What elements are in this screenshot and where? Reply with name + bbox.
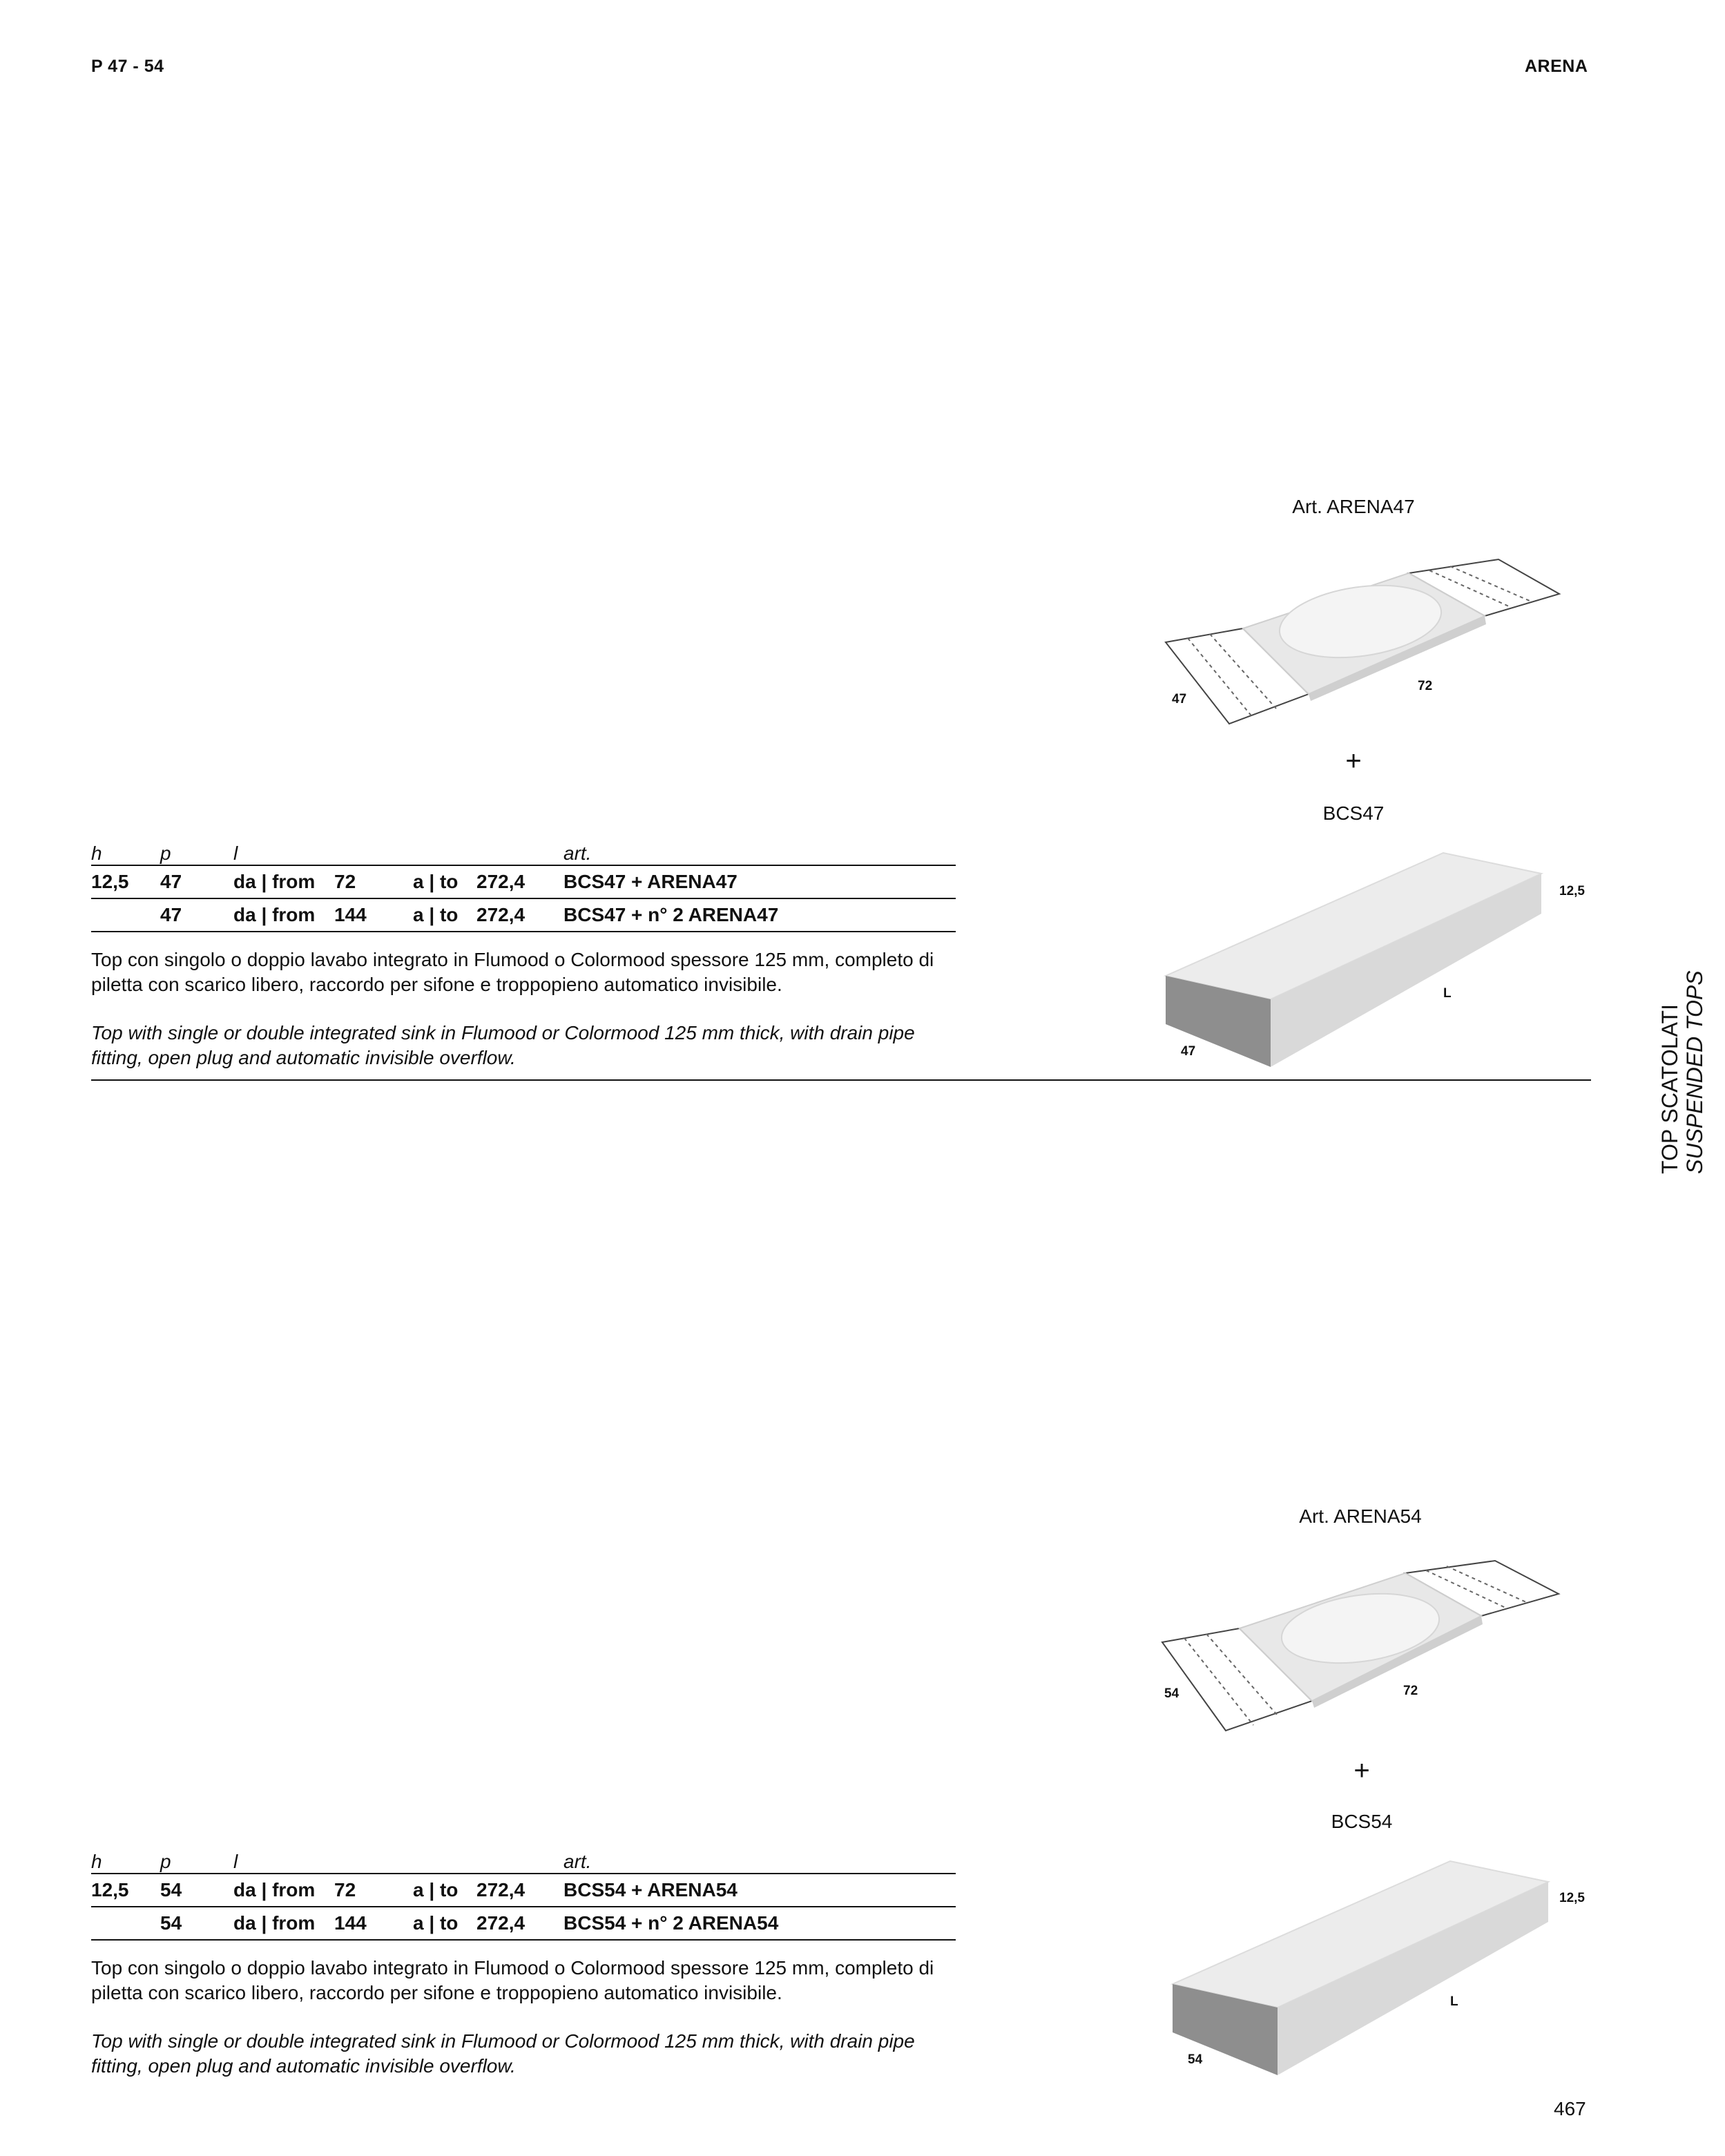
cell-h: 12,5 xyxy=(91,1874,160,1907)
side-tab-en: SUSPENDED TOPS xyxy=(1682,970,1707,1174)
base-length-dim: L xyxy=(1450,1994,1458,2009)
description xyxy=(91,947,968,1070)
sink-top-drawing xyxy=(1160,552,1568,732)
description-it: Top con singolo o doppio lavabo integrato in Flumood o Colormood spessore 125 mm, completo di piletta con scarico libero, raccordo per sifone e troppopieno automatico invisibile. xyxy=(91,1957,934,2003)
col-art: art. xyxy=(563,837,956,865)
base-label: BCS47 xyxy=(1322,802,1385,824)
sink-depth-dim: 47 xyxy=(1172,692,1187,706)
cell-art: BCS54 + n° 2 ARENA54 xyxy=(563,1907,956,1940)
table-row xyxy=(91,898,956,932)
base-depth-dim: 47 xyxy=(1181,1044,1196,1059)
plus-sign: + xyxy=(1353,1755,1370,1786)
description-en: Top with single or double integrated sink in Flumood or Colormood 125 mm thick, with drain pipe fitting, open plug and automatic invisible overflow. xyxy=(91,2030,915,2077)
description xyxy=(91,1956,968,2079)
description-en: Top with single or double integrated sink in Flumood or Colormood 125 mm thick, with drain pipe fitting, open plug and automatic invisible overflow. xyxy=(91,1022,915,1068)
section-divider xyxy=(91,1079,1591,1081)
spec-table xyxy=(91,837,956,932)
sink-top-drawing xyxy=(1157,1559,1564,1739)
cell-to: 272,4 xyxy=(476,865,563,898)
collection-title: ARENA xyxy=(1525,57,1588,76)
article-label: Art. ARENA54 xyxy=(1299,1505,1422,1527)
cell-art: BCS47 + n° 2 ARENA47 xyxy=(563,898,956,932)
cell-art: BCS47 + ARENA47 xyxy=(563,865,956,898)
cell-from: 72 xyxy=(334,1874,413,1907)
table-row xyxy=(91,1874,956,1907)
cell-from: 144 xyxy=(334,898,413,932)
cell-from-label: da | from xyxy=(233,1907,334,1940)
cell-to: 272,4 xyxy=(476,1874,563,1907)
base-height-dim: 12,5 xyxy=(1559,884,1585,898)
page-number: 467 xyxy=(1554,2098,1586,2119)
cell-to-label: a | to xyxy=(413,1907,476,1940)
article-label: Art. ARENA47 xyxy=(1292,496,1415,517)
cell-from: 72 xyxy=(334,865,413,898)
base-box-drawing xyxy=(1160,846,1547,1074)
cell-art: BCS54 + ARENA54 xyxy=(563,1874,956,1907)
table-header-row xyxy=(91,837,956,865)
col-p: p xyxy=(160,837,233,865)
base-label: BCS54 xyxy=(1331,1811,1393,1832)
cell-from-label: da | from xyxy=(233,865,334,898)
table-row xyxy=(91,1907,956,1940)
spec-table xyxy=(91,1845,956,1941)
base-depth-dim: 54 xyxy=(1188,2052,1203,2067)
base-box-drawing xyxy=(1167,1854,1554,2082)
cell-to: 272,4 xyxy=(476,1907,563,1940)
page-range: P 47 - 54 xyxy=(91,57,164,76)
cell-from-label: da | from xyxy=(233,898,334,932)
base-height-dim: 12,5 xyxy=(1559,1891,1585,1905)
side-tab xyxy=(1657,970,1707,1174)
cell-from-label: da | from xyxy=(233,1874,334,1907)
cell-p: 54 xyxy=(160,1874,233,1907)
table-row xyxy=(91,865,956,898)
plus-sign: + xyxy=(1345,746,1362,776)
cell-h: 12,5 xyxy=(91,865,160,898)
cell-p: 47 xyxy=(160,865,233,898)
side-tab-it: TOP SCATOLATI xyxy=(1657,1004,1682,1174)
base-length-dim: L xyxy=(1443,986,1452,1001)
col-p: p xyxy=(160,1845,233,1874)
cell-p: 47 xyxy=(160,898,233,932)
table-header-row xyxy=(91,1845,956,1874)
cell-p: 54 xyxy=(160,1907,233,1940)
cell-h xyxy=(91,1907,160,1940)
description-it: Top con singolo o doppio lavabo integrato in Flumood o Colormood spessore 125 mm, completo di piletta con scarico libero, raccordo per sifone e troppopieno automatico invisibile. xyxy=(91,949,934,995)
cell-to-label: a | to xyxy=(413,865,476,898)
sink-width-dim: 72 xyxy=(1418,679,1433,693)
col-h: h xyxy=(91,837,160,865)
cell-from: 144 xyxy=(334,1907,413,1940)
sink-depth-dim: 54 xyxy=(1164,1686,1179,1701)
col-h: h xyxy=(91,1845,160,1874)
cell-to-label: a | to xyxy=(413,898,476,932)
cell-h xyxy=(91,898,160,932)
sink-width-dim: 72 xyxy=(1403,1684,1418,1698)
cell-to: 272,4 xyxy=(476,898,563,932)
col-l: l xyxy=(233,837,334,865)
cell-to-label: a | to xyxy=(413,1874,476,1907)
col-art: art. xyxy=(563,1845,956,1874)
col-l: l xyxy=(233,1845,334,1874)
